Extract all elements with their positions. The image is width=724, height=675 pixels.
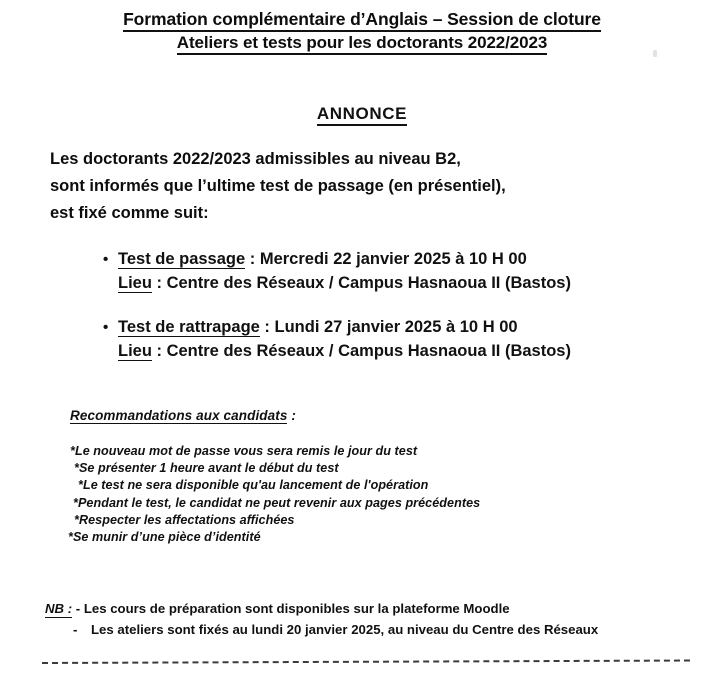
place-label: Lieu	[118, 274, 152, 292]
test-passage-place-line	[103, 271, 663, 295]
recommendation-item: *Le nouveau mot de passe vous sera remis le jour du test	[70, 444, 418, 458]
test-rattrapage-schedule: Lundi 27 janvier 2025 à 10 H 00	[274, 318, 518, 336]
nb-line-2	[45, 619, 705, 640]
place-separator: :	[151, 274, 167, 292]
test-passage-line	[103, 248, 663, 271]
intro-line-3: est fixé comme suit:	[50, 204, 209, 222]
test-rattrapage-line	[103, 316, 663, 339]
recommendations-heading-suffix: :	[287, 408, 296, 423]
test-item-rattrapage	[103, 316, 663, 363]
scan-speck-artifact	[653, 50, 657, 57]
recommendations-list	[0, 443, 724, 546]
recommendation-item: *Pendant le test, le candidat ne peut revenir aux pages précédentes	[73, 495, 481, 510]
recommendation-item: *Le test ne sera disponible qu'au lancement de l'opération	[78, 478, 429, 493]
nb-dash: -	[73, 622, 78, 637]
title-line-2: Ateliers et tests pour les doctorants 2022/2023	[0, 31, 724, 54]
nb-line-2-text: Les ateliers sont fixés au lundi 20 janvier 2025, au niveau du Centre des Réseaux	[91, 622, 599, 637]
recommendations-heading-text: Recommandations aux candidats	[70, 408, 288, 423]
place-separator: :	[151, 342, 167, 360]
document-title	[0, 8, 724, 54]
test-passage-label: Test de passage	[118, 250, 246, 268]
intro-paragraph	[50, 146, 648, 227]
test-passage-schedule: Mercredi 22 janvier 2025 à 10 H 00	[259, 250, 527, 268]
recommendation-item: *Se munir d’une pièce d’identité	[68, 530, 261, 545]
title-line-1: Formation complémentaire d’Anglais – Session de cloture	[0, 8, 724, 31]
place-value: Centre des Réseaux / Campus Hasnaoua II (Bastos)	[166, 274, 571, 292]
intro-line-1: Les doctorants 2022/2023 admissibles au niveau B2,	[50, 150, 461, 168]
nb-label: NB :	[45, 601, 73, 616]
intro-line-2: sont informés que l’ultime test de passage (en présentiel),	[50, 177, 506, 195]
announcement-heading: ANNONCE	[0, 104, 724, 124]
bullet-icon: •	[103, 251, 109, 268]
nb-line-1	[45, 598, 705, 619]
test-rattrapage-label: Test de rattrapage	[118, 318, 260, 336]
test-rattrapage-place-line	[103, 339, 663, 363]
place-label: Lieu	[118, 342, 152, 360]
bottom-dashed-rule	[42, 660, 690, 667]
test-passage-separator: :	[245, 250, 260, 268]
test-list	[103, 248, 663, 384]
recommendation-item: *Respecter les affectations affichées	[74, 512, 295, 527]
nb-line-1-text: - Les cours de préparation sont disponibles sur la plateforme Moodle	[75, 601, 510, 616]
test-rattrapage-separator: :	[259, 318, 275, 336]
recommendation-item: *Se présenter 1 heure avant le début du test	[74, 461, 339, 476]
place-value: Centre des Réseaux / Campus Hasnaoua II (Bastos)	[166, 342, 571, 360]
recommendations-heading	[70, 408, 296, 423]
bullet-icon: •	[103, 319, 109, 336]
test-item-passage	[103, 248, 663, 295]
nb-block	[45, 598, 705, 640]
